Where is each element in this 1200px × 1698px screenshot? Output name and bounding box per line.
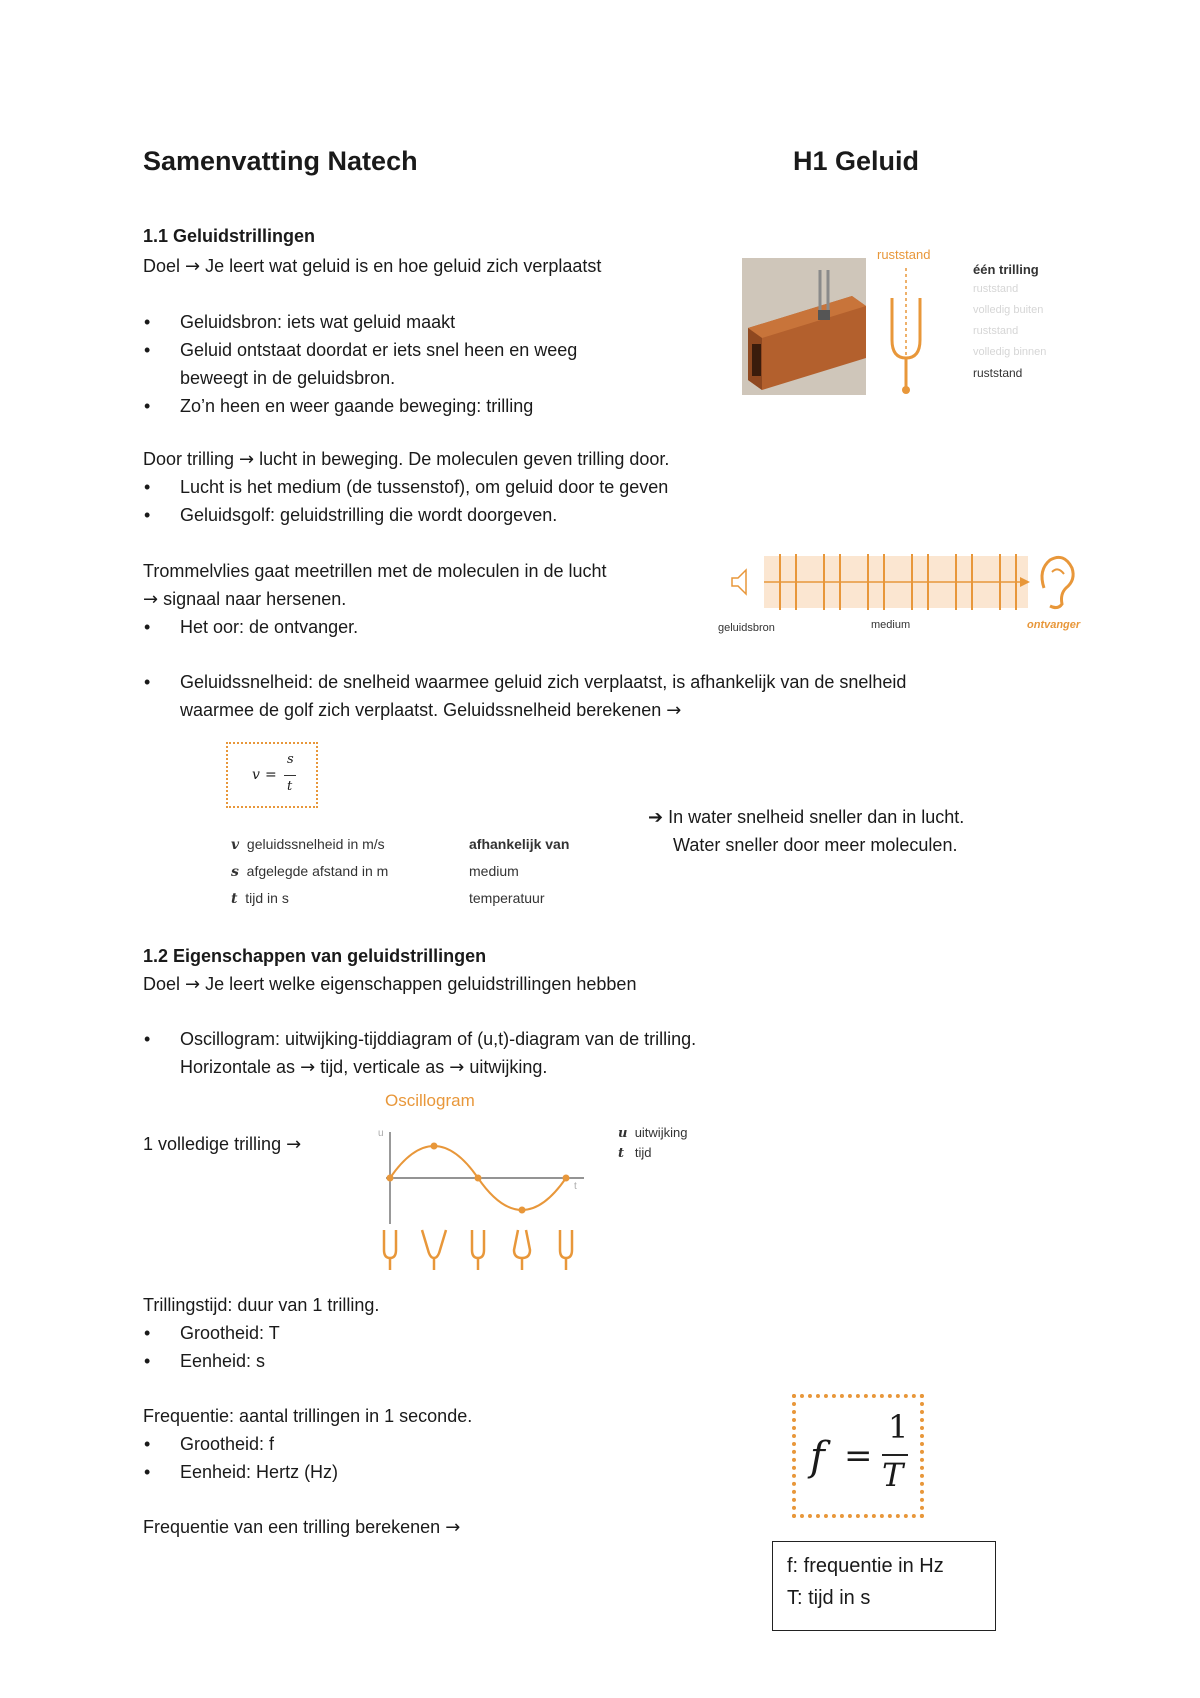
list-item: • Zo’n heen en weer gaande beweging: trilling [144,396,534,416]
full-vibration-label: 1 volledige trilling → [143,1134,302,1155]
dependency-item: medium [469,863,519,879]
list-item: • Geluid ontstaat doordat er iets snel heen en weeg [144,340,578,360]
legend-row: v geluidssnelheid in m/s [231,836,385,853]
list-item: • Geluidssnelheid: de snelheid waarmee geluid zich verplaatst, is afhankelijk van de snelheid [144,672,907,692]
receiver-label: ontvanger [1027,619,1081,631]
section-heading-1-2: 1.2 Eigenschappen van geluidstrillingen [143,946,487,966]
dependency-title: afhankelijk van [469,836,570,852]
sound-medium-diagram [728,548,1088,618]
paragraph: Frequentie van een trilling berekenen → [143,1517,461,1538]
list-item: • Eenheid: Hertz (Hz) [144,1462,339,1482]
list-item: • Oscillogram: uitwijking-tijddiagram of (u,t)-diagram van de trilling. [144,1029,697,1049]
one-vibration-label: één trilling [973,262,1039,277]
legend-line: T: tijd in s [787,1587,871,1609]
faint-label: volledig buiten [973,304,1044,316]
u-axis-label: u [378,1128,384,1139]
paragraph: Door trilling → lucht in beweging. De moleculen geven trilling door. [143,449,670,470]
list-item-continuation: waarmee de golf zich verplaatst. Geluidssnelheid berekenen → [180,700,682,721]
ear-icon [1042,557,1073,607]
list-item-continuation: beweegt in de geluidsbron. [180,368,396,388]
goal-line: Doel → Je leert welke eigenschappen geluidstrillingen hebben [143,974,637,995]
paragraph: Trommelvlies gaat meetrillen met de moleculen in de lucht [143,561,607,581]
formula-numerator: s [287,752,294,767]
water-note: Water sneller door meer moleculen. [673,835,958,855]
oscillogram-title: Oscillogram [385,1091,475,1110]
water-note: ➔ In water snelheid sneller dan in lucht. [648,807,965,828]
list-item: • Geluidsbron: iets wat geluid maakt [144,312,456,332]
formula-lhs: v [252,767,260,783]
faint-label: ruststand [973,325,1019,337]
faint-label: volledig binnen [973,346,1047,358]
legend-row: s afgelegde afstand in m [231,863,389,880]
formula-lhs: f [810,1434,825,1480]
dependency-item: temperatuur [469,890,545,906]
list-item-continuation: Horizontale as → tijd, verticale as → uitwijking. [180,1057,548,1078]
list-item: • Lucht is het medium (de tussenstof), om geluid door te geven [144,477,669,497]
formula-v-box [226,742,318,808]
fraction-bar [284,775,296,776]
list-item: • Eenheid: s [144,1351,266,1371]
speaker-icon [732,570,746,594]
osc-legend-row: u uitwijking [618,1125,688,1141]
formula-numerator: 1 [888,1408,909,1446]
faint-label: ruststand [973,283,1019,295]
paragraph: Frequentie: aantal trillingen in 1 seconde. [143,1406,473,1426]
tuning-fork-photo [742,258,866,395]
legend-row: t tijd in s [231,890,289,907]
legend-line: f: frequentie in Hz [787,1555,944,1577]
list-item: • Grootheid: T [144,1323,280,1343]
paragraph: → signaal naar hersenen. [143,589,347,610]
equals-sign: = [265,767,277,783]
tuning-fork-diagram [890,268,950,398]
goal-line: Doel → Je leert wat geluid is en hoe geluid zich verplaatst [143,256,602,277]
formula-denominator: T [882,1456,904,1494]
osc-legend-row: t tijd [618,1145,652,1161]
t-axis-label: t [574,1181,577,1192]
rest-bottom-label: ruststand [973,366,1023,380]
formula-legend-box [772,1541,996,1631]
formula-denominator: t [287,779,293,794]
formula-f-box [792,1394,924,1518]
paragraph: Trillingstijd: duur van 1 trilling. [143,1295,380,1315]
equals-sign: = [844,1436,873,1476]
list-item: • Geluidsgolf: geluidstrilling die wordt doorgeven. [144,505,558,525]
chapter-title: H1 Geluid [793,146,920,176]
list-item: • Het oor: de ontvanger. [144,617,359,637]
list-item: • Grootheid: f [144,1434,275,1454]
page-title: Samenvatting Natech [143,146,418,176]
medium-label: medium [871,619,911,631]
section-heading-1-1: 1.1 Geluidstrillingen [143,226,316,246]
source-label: geluidsbron [718,622,775,634]
rest-label: ruststand [877,247,931,262]
oscillogram-chart [372,1124,592,1282]
